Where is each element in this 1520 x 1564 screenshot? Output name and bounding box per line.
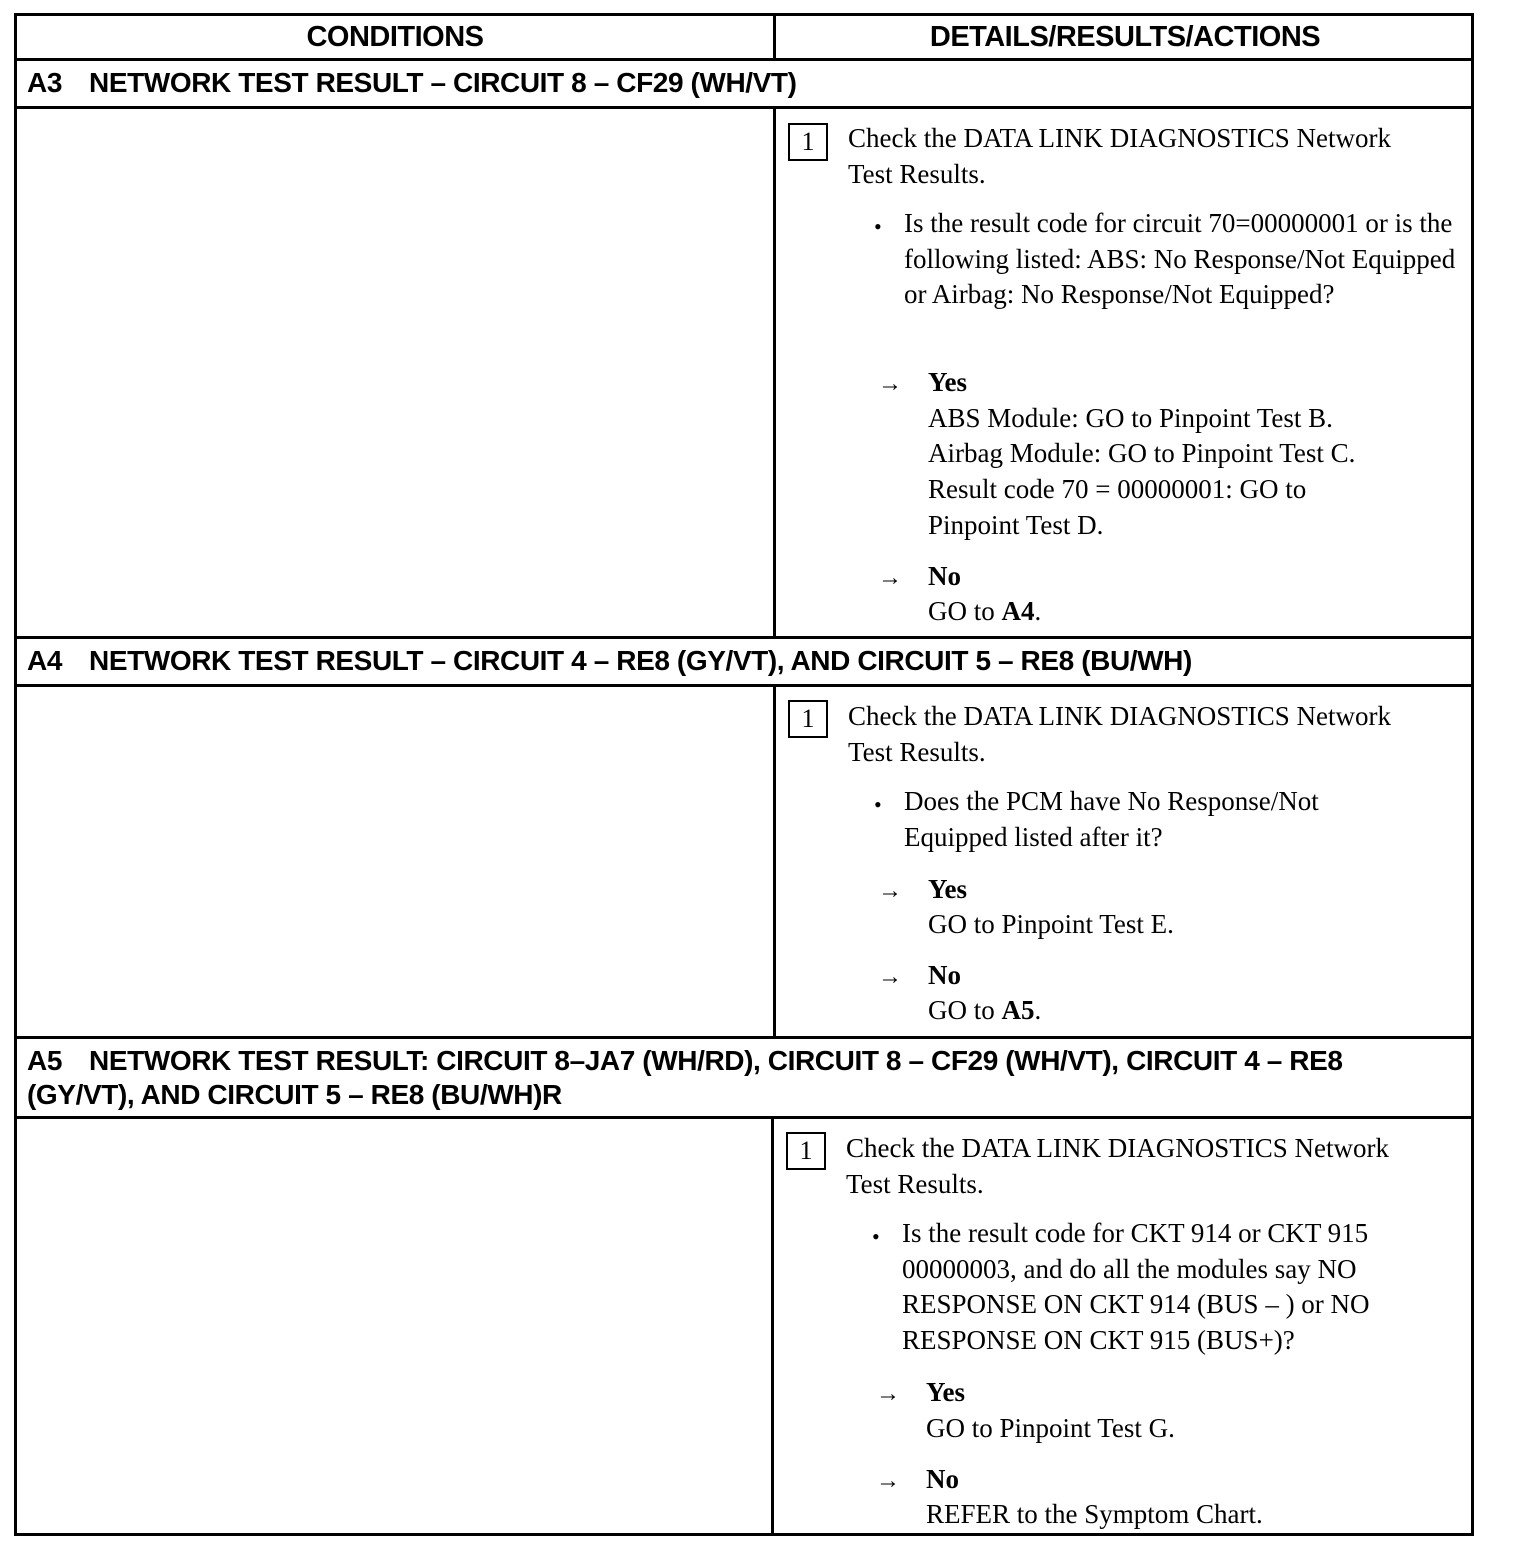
no-action-prefix: GO to (928, 995, 1002, 1025)
yes-action-1: GO to Pinpoint Test G. (926, 1413, 1175, 1443)
step-title-text: NETWORK TEST RESULT – CIRCUIT 8 – CF29 (WH/VT) (89, 67, 797, 98)
question-text: Is the result code for circuit 70=00000001 or is the following listed: ABS: No Response/Not Equipped or Airbag: No Response/Not Equipped? (904, 208, 1456, 309)
yes-action-1: ABS Module: GO to Pinpoint Test B. (928, 403, 1333, 433)
check-instruction: Check the DATA LINK DIAGNOSTICS Network Test Results. (848, 123, 1392, 189)
step-title-row (17, 1039, 1471, 1119)
header-divider (773, 16, 776, 61)
yes-action-1: GO to Pinpoint Test E. (928, 909, 1174, 939)
bullet-icon: • (872, 1224, 880, 1249)
arrow-right-icon: → (878, 878, 902, 904)
yes-label: Yes (928, 874, 967, 904)
step-title-row (17, 61, 1471, 109)
check-instruction: Check the DATA LINK DIAGNOSTICS Network Test Results. (848, 701, 1392, 767)
question-text: Is the result code for CKT 914 or CKT 915 00000003, and do all the modules say NO RESPONSE ON CKT 914 (BUS – ) or NO RESPONSE ON CKT 915 (BUS+)? (902, 1218, 1370, 1355)
step-details (776, 687, 1471, 1036)
arrow-right-icon: → (876, 1381, 900, 1407)
yes-label: Yes (926, 1377, 965, 1407)
question-text: Does the PCM have No Response/Not Equipped listed after it? (904, 786, 1319, 852)
bullet-icon: • (874, 214, 882, 239)
arrow-right-icon: → (876, 1468, 900, 1494)
step-id: A4 (27, 645, 62, 676)
step-details (776, 109, 1471, 636)
step-body-row (17, 1119, 1471, 1533)
no-action-target: A4 (1001, 596, 1035, 626)
step-details (774, 1119, 1471, 1533)
step-title-text: NETWORK TEST RESULT – CIRCUIT 4 – RE8 (GY/VT), AND CIRCUIT 5 – RE8 (BU/WH) (89, 645, 1192, 676)
yes-action-2: Airbag Module: GO to Pinpoint Test C. (928, 438, 1356, 468)
step-body-row (17, 109, 1471, 639)
step-id: A3 (27, 67, 62, 98)
step-number-box: 1 (786, 1132, 826, 1170)
table-header-row (17, 16, 1471, 61)
step-number-box: 1 (788, 700, 828, 738)
step-id: A5 (27, 1045, 62, 1076)
check-instruction: Check the DATA LINK DIAGNOSTICS Network Test Results. (846, 1133, 1390, 1199)
no-action-suffix: REFER to the Symptom Chart. (926, 1499, 1263, 1529)
no-action-target: A5 (1001, 995, 1035, 1025)
step-title-text: NETWORK TEST RESULT: CIRCUIT 8–JA7 (WH/RD), CIRCUIT 8 – CF29 (WH/VT), CIRCUIT 4 – RE8 (GY/VT), AND CIRCUIT 5 – RE8 (BU/WH)R (27, 1045, 1343, 1110)
no-label: No (928, 960, 961, 990)
yes-action-3: Result code 70 = 00000001: GO to Pinpoint Test D. (928, 474, 1307, 540)
arrow-right-icon: → (878, 964, 902, 990)
bullet-icon: • (874, 792, 882, 817)
yes-label: Yes (928, 367, 967, 397)
step-title-row (17, 639, 1471, 687)
no-action-prefix: GO to (928, 596, 1002, 626)
conditions-header: CONDITIONS (306, 20, 484, 53)
step-number-box: 1 (788, 123, 828, 161)
arrow-right-icon: → (878, 565, 902, 591)
step-title (27, 644, 1451, 678)
no-action (926, 1497, 1466, 1533)
details-header: DETAILS/RESULTS/ACTIONS (929, 20, 1321, 53)
arrow-right-icon: → (878, 371, 902, 397)
step-title (27, 66, 1451, 100)
no-label: No (928, 561, 961, 591)
no-action (928, 993, 1468, 1029)
no-action-suffix: . (1034, 596, 1042, 626)
no-action (928, 594, 1468, 630)
no-action-suffix: . (1034, 995, 1042, 1025)
no-label: No (926, 1464, 959, 1494)
diagnostic-table (14, 13, 1474, 1536)
step-title (27, 1044, 1441, 1112)
step-body-row (17, 687, 1471, 1039)
